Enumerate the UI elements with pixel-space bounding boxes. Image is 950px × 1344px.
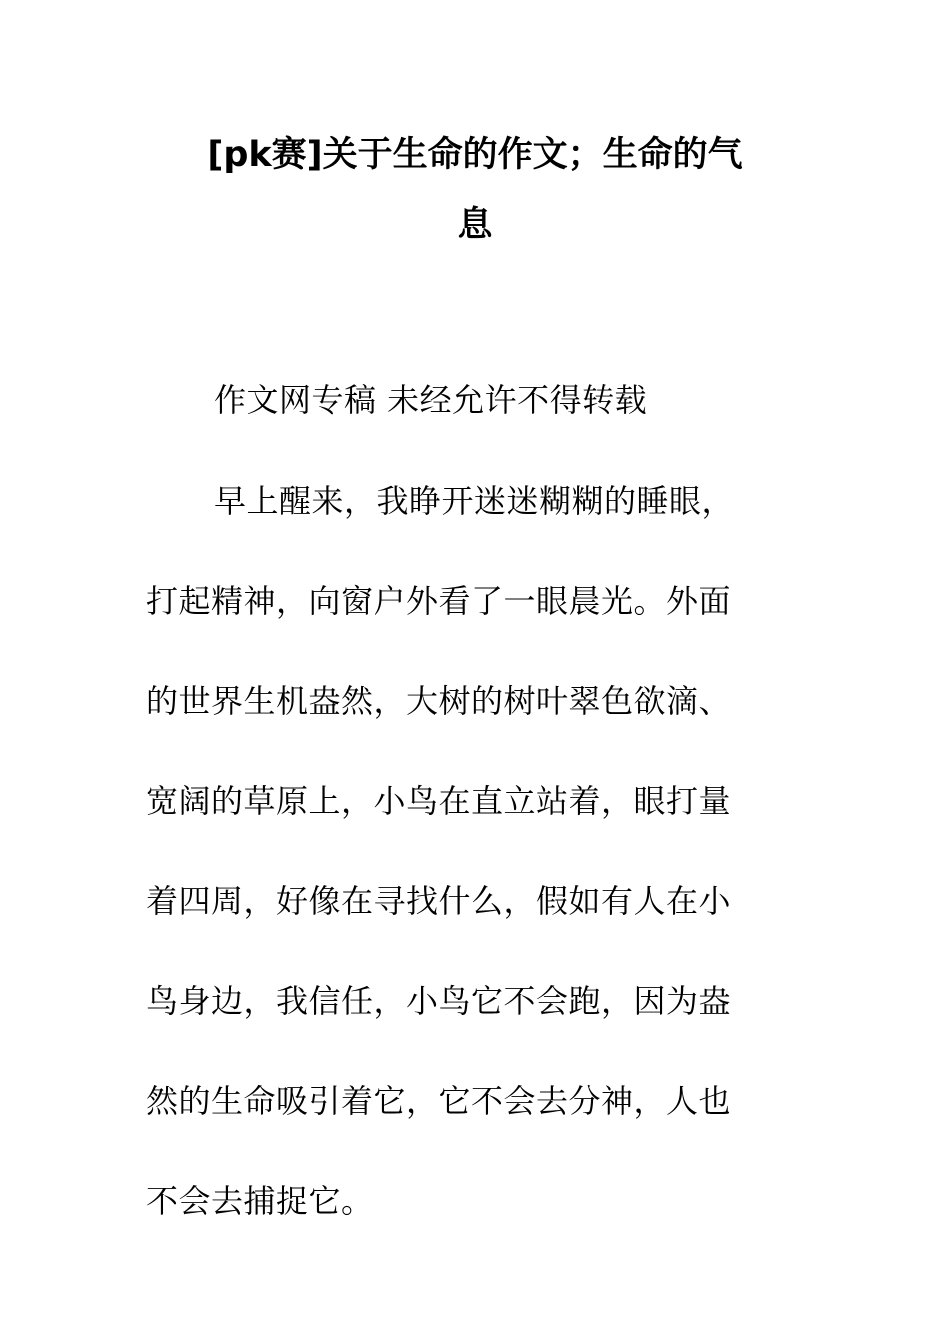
byline: 作文网专稿 未经允许不得转载 [214,381,648,419]
title-line-2: 息 [457,205,493,245]
paragraph-line-2: 打起精神，向窗户外看了一眼晨光。外面 [146,582,732,620]
paragraph-line-5: 着四周，好像在寻找什么，假如有人在小 [146,882,732,920]
paragraph-line-7: 然的生命吸引着它，它不会去分神，人也 [146,1082,732,1120]
paragraph-line-4: 宽阔的草原上，小鸟在直立站着，眼打量 [146,782,732,820]
document-title [140,120,810,260]
paragraph-line-6: 鸟身边，我信任，小鸟它不会跑，因为盎 [146,982,732,1020]
paragraph-line-3: 的世界生机盎然，大树的树叶翠色欲滴、 [146,682,732,720]
title-line-1: [pk赛]关于生命的作文；生命的气 [207,135,743,175]
paragraph-line-8: 不会去捕捉它。 [146,1182,374,1220]
paragraph-line-1: 早上醒来，我睁开迷迷糊糊的睡眼， [214,482,735,520]
